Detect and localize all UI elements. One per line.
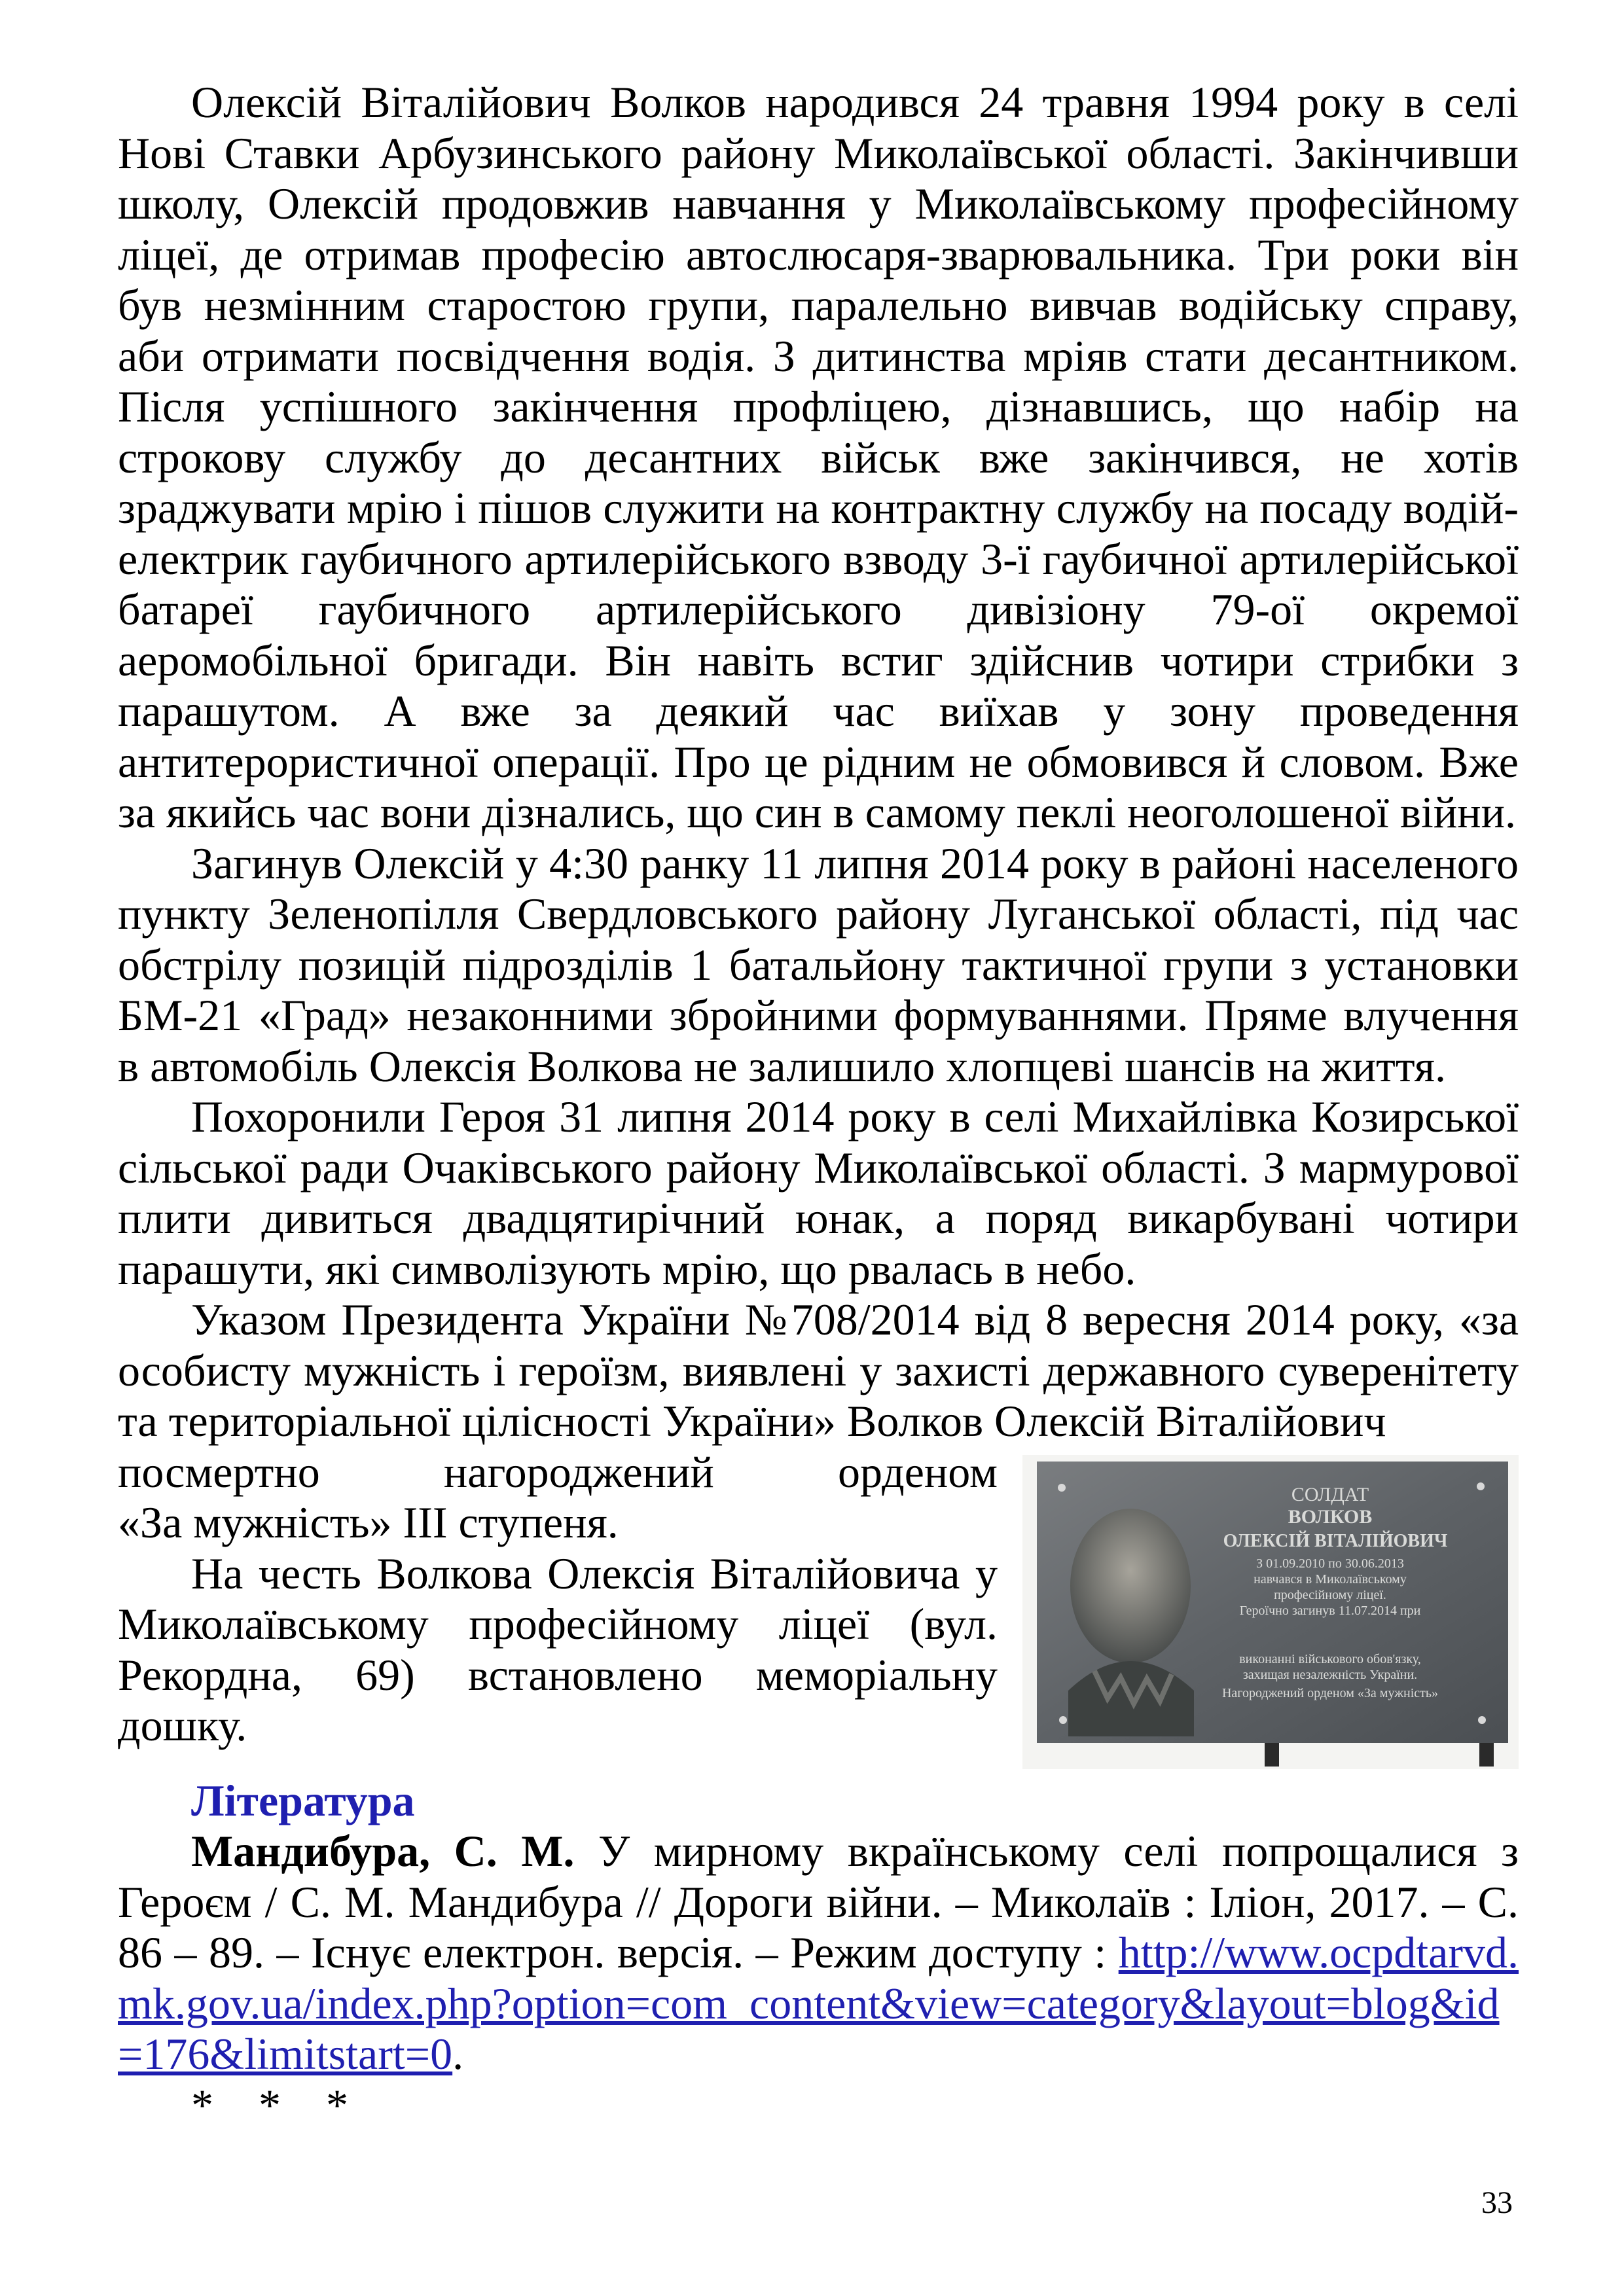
plaque-text-1: СОЛДАТ xyxy=(1291,1483,1369,1505)
paragraph-funeral: Похоронили Героя 31 липня 2014 року в селі Михайлівка Козирської сільської ради Очаківського району Миколаївської області. З мармурової плити дивиться двадцятирічний юнак, а поряд викарбувані чотири парашути, які символізують мрію, що рвалась в небо. xyxy=(118,1092,1519,1294)
plaque-text-9: захищая незалежність України. xyxy=(1242,1667,1418,1682)
plaque-text-10: Нагороджений орденом «За мужність» xyxy=(1221,1685,1439,1700)
literature-end: . xyxy=(452,2029,464,2079)
plaque-text-4: З 01.09.2010 по 30.06.2013 xyxy=(1256,1556,1404,1571)
section-separator: * * * xyxy=(191,2079,365,2130)
literature-heading: Література xyxy=(191,1775,415,1825)
paragraph-award: Указом Президента України №708/2014 від 8 вересня 2014 року, «за особисту мужність і героїзм, виявлені у захисті державного суверенітету та територіальної цілісності України» Волков Олексій Віталійович xyxy=(118,1295,1519,1446)
literature-url-link[interactable]: http://www.ocpdtarvd.mk.gov.ua/index.php?option=com_content&view=category&layout=blog&id=176&limitstart=0 xyxy=(118,1928,1519,2079)
paragraph-biography: Олексій Віталійович Волков народився 24 травня 1994 року в селі Нові Ставки Арбузинського району Миколаївської області. Закінчивши школу, Олексій продовжив навчання у Миколаївському професійному ліцеї, де отримав професію автослюсаря-зварювальника. Три роки він був незмінним старостою групи, паралельно вивчав водійську справу, аби отримати посвідчення водія. З дитинства мріяв стати десантником. Після успішного закінчення профліцею, дізнавшись, що набір на строкову службу до десантних військ вже закінчився, не хотів зраджувати мрію і пішов служити на контрактну службу на посаду водій-електрик гаубичного артилерійського взводу 3-ї гаубичної артилерійської батареї гаубичного артилерійського дивізіону 79-ої окремої аеромобільної бригади. Він навіть встиг здійснив чотири стрибки з парашутом. А вже за деякий час виїхав у зону проведення антитерористичної операції. Про це рідним не обмовився й словом. Вже за якийсь час вони дізнались, що син в самому пеклі неоголошеної війни. xyxy=(118,77,1519,837)
page-number: 33 xyxy=(1481,2185,1513,2220)
plaque-text-5: навчався в Миколаївському xyxy=(1254,1571,1407,1587)
plaque-text-7: Героїчно загинув 11.07.2014 при xyxy=(1239,1603,1421,1618)
plaque-text-3: ОЛЕКСІЙ ВІТАЛІЙОВИЧ xyxy=(1223,1530,1448,1551)
literature-citation: У мирному вкраїнському селі попрощалися з Героєм / С. М. Мандибура // Дороги війни. – Миколаїв : Іліон, 2017. – С. 86 – 89. – Існує електрон. версія. – Режим доступу : xyxy=(118,1826,1519,1977)
memorial-plaque-photo xyxy=(1022,1455,1519,1769)
plaque-text-2: ВОЛКОВ xyxy=(1288,1505,1373,1528)
award-line-2: «За мужність» ІІІ ступеня. xyxy=(118,1498,619,1547)
literature-author: Мандибура, С. М. xyxy=(191,1826,575,1876)
paragraph-death: Загинув Олексій у 4:30 ранку 11 липня 2014 року в районі населеного пункту Зеленопілля Свердловського району Луганської області, під час обстрілу позицій підрозділів 1 батальйону тактичної групи з установки БМ-21 «Град» незаконними збройними формуваннями. Пряме влучення в автомобіль Олексія Волкова не залишило хлопцеві шансів на життя. xyxy=(118,838,1519,1091)
literature-entry xyxy=(118,1826,1519,2080)
plaque-text-8: виконанні військового обов'язку, xyxy=(1239,1651,1421,1666)
award-line-1: посмертно нагороджений орденом xyxy=(118,1446,998,1497)
paragraph-memorial: На честь Волкова Олексія Віталійовича у Миколаївському професійному ліцеї (вул. Рекордна, 69) встановлено меморіальну дошку. xyxy=(118,1548,998,1750)
plaque-text-6: професійному ліцеї. xyxy=(1274,1587,1386,1602)
document-body xyxy=(118,77,1519,2130)
